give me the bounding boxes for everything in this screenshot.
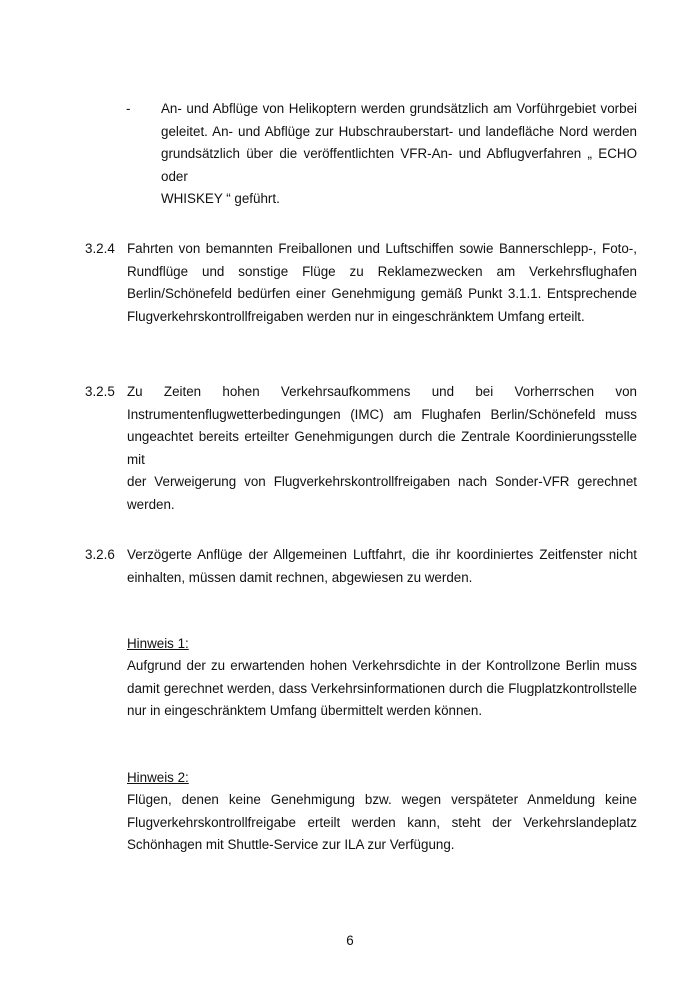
section-number: 3.2.5 (85, 384, 115, 399)
bullet-marker: - (126, 101, 131, 116)
page-number: 6 (346, 933, 354, 948)
section-line: Verzögerte Anflüge der Allgemeinen Luftfahrt, die ihr koordiniertes Zeitfenster nicht (127, 547, 637, 562)
section-line: Zu Zeiten hohen Verkehrsaufkommens und bei Vorherrschen von (127, 384, 637, 399)
section-line: der Verweigerung von Flugverkehrskontrollfreigaben nach Sonder-VFR gerechnet (127, 474, 637, 489)
note-line: Flügen, denen keine Genehmigung bzw. wegen verspäteter Anmeldung keine (127, 792, 637, 807)
bullet-line: WHISKEY “ geführt. (161, 191, 280, 206)
bullet-line: grundsätzlich über die veröffentlichten VFR-An- und Abflugverfahren „ ECHO oder (161, 146, 637, 184)
section-line: ungeachtet bereits erteilter Genehmigungen durch die Zentrale Koordinierungsstelle mit (127, 429, 637, 467)
bullet-paragraph (161, 98, 637, 211)
bullet-line: An- und Abflüge von Helikoptern werden grundsätzlich am Vorführgebiet vorbei (161, 101, 637, 116)
section-line: Berlin/Schönefeld bedürfen einer Genehmigung gemäß Punkt 3.1.1. Entsprechende (127, 286, 637, 301)
section-line: einhalten, müssen damit rechnen, abgewiesen zu werden. (127, 569, 473, 585)
section-paragraph (127, 238, 637, 328)
section-line: Rundflüge und sonstige Flüge zu Reklamezwecken am Verkehrsflughafen (127, 263, 637, 279)
section-line: Flugverkehrskontrollfreigaben werden nur in eingeschränktem Umfang erteilt. (127, 308, 585, 324)
section-line: Fahrten von bemannten Freiballonen und Luftschiffen sowie Bannerschlepp-, Foto-, (127, 241, 637, 256)
section-number: 3.2.4 (85, 241, 115, 256)
note-line: Flugverkehrskontrollfreigabe erteilt werden kann, steht der Verkehrslandeplatz (127, 814, 637, 830)
section-line: Instrumentenflugwetterbedingungen (IMC) am Flughafen Berlin/Schönefeld muss (127, 406, 637, 422)
section-paragraph (127, 544, 637, 589)
note-line: Schönhagen mit Shuttle-Service zur ILA zur Verfügung. (127, 837, 455, 852)
bullet-line: geleitet. An- und Abflüge zur Hubschrauberstart- und landefläche Nord werden (161, 123, 637, 139)
note-title: Hinweis 2: (127, 770, 189, 785)
note-paragraph (127, 789, 637, 857)
section-paragraph (127, 381, 637, 516)
section-line: werden. (127, 496, 175, 512)
note-line: nur in eingeschränktem Umfang übermittelt werden können. (127, 703, 483, 718)
note-paragraph (127, 655, 637, 723)
note-line: Aufgrund der zu erwartenden hohen Verkehrsdichte in der Kontrollzone Berlin muss (127, 658, 637, 673)
note-line: damit gerechnet werden, dass Verkehrsinformationen durch die Flugplatzkontrollstelle (127, 680, 637, 696)
section-number: 3.2.6 (85, 547, 115, 562)
note-title: Hinweis 1: (127, 636, 189, 651)
